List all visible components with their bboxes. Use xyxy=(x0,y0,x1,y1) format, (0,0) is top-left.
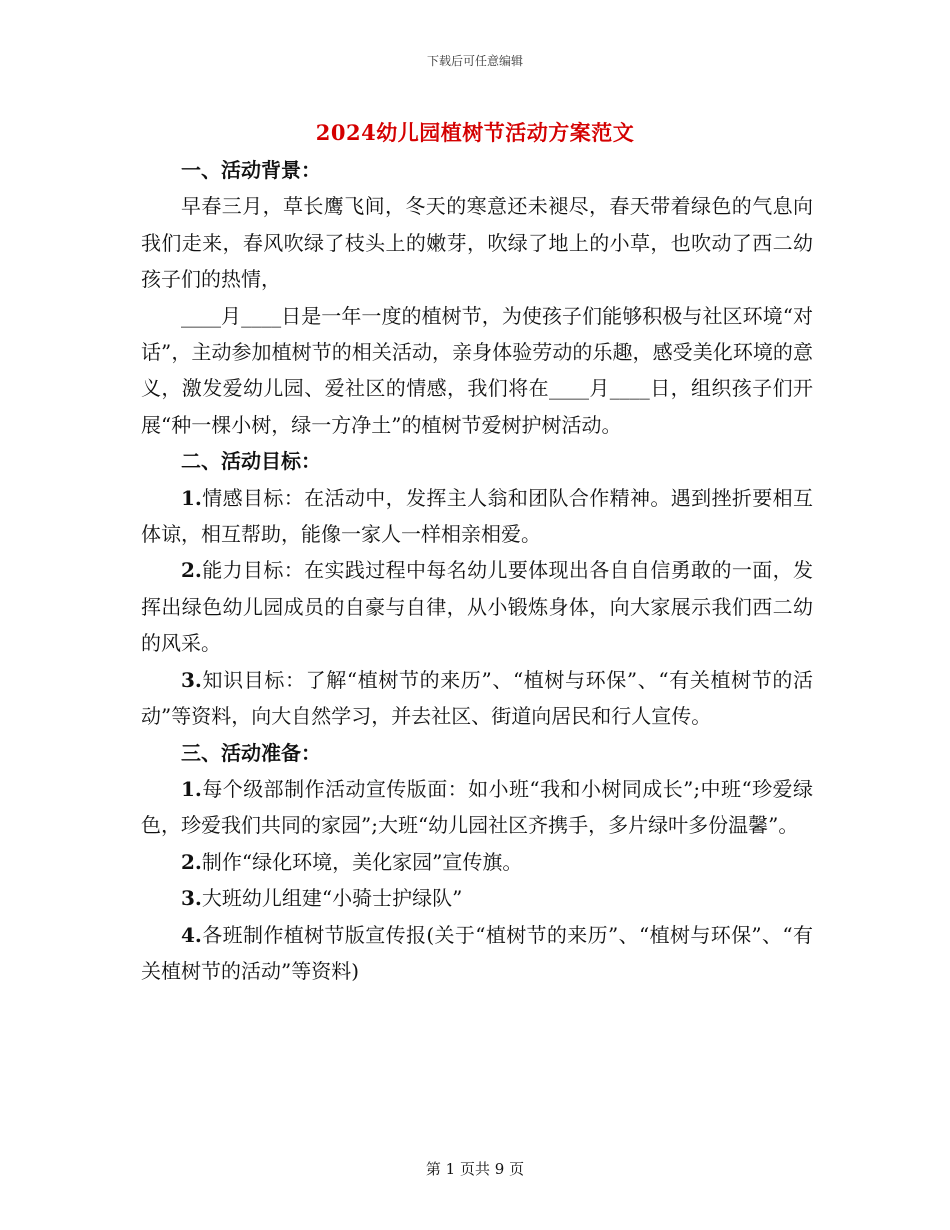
prep-item-text: 制作“绿化环境，美化家园”宣传旗。 xyxy=(201,849,523,874)
prep-item-number: 4. xyxy=(181,922,202,947)
prep-item xyxy=(141,771,813,844)
goal-item xyxy=(141,480,813,553)
goal-item-text: 知识目标：了解“植树节的来历”、“植树与环保”、“有关植树节的活动”等资料，向大自然学习，并去社区、街道向居民和行人宣传。 xyxy=(141,667,813,729)
goal-item-number: 2. xyxy=(181,558,202,583)
goal-item-text: 能力目标：在实践过程中每名幼儿要体现出各自自信勇敢的一面，发挥出绿色幼儿园成员的自豪与自律，从小锻炼身体，向大家展示我们西二幼的风采。 xyxy=(141,558,813,656)
goal-item-text: 情感目标：在活动中，发挥主人翁和团队合作精神。遇到挫折要相互体谅，相互帮助，能像一家人一样相亲相爱。 xyxy=(141,485,813,547)
prep-item-number: 2. xyxy=(181,849,202,874)
goal-item xyxy=(141,552,813,661)
goal-item-number: 3. xyxy=(181,667,202,692)
document-title: 2024幼儿园植树节活动方案范文 xyxy=(315,120,635,145)
document-body xyxy=(141,152,813,989)
prep-item xyxy=(141,880,813,916)
section-heading-goals: 二、活动目标： xyxy=(181,449,321,474)
background-paragraph-2: ____月____日是一年一度的植树节，为使孩子们能够积极与社区环境“对话”，主动参加植树节的相关活动，亲身体验劳动的乐趣，感受美化环境的意义，激发爱幼儿园、爱社区的情感，我们将在____月____日，组织孩子们开展“种一棵小树，绿一方净土”的植树节爱树护树活动。 xyxy=(141,303,813,437)
prep-item-number: 3. xyxy=(181,886,202,911)
background-paragraph-1: 早春三月，草长鹰飞间，冬天的寒意还未褪尽，春天带着绿色的气息向我们走来，春风吹绿了枝头上的嫩芽，吹绿了地上的小草，也吹动了西二幼孩子们的热情， xyxy=(141,194,813,292)
goal-item xyxy=(141,662,813,735)
prep-item-text: 各班制作植树节版宣传报(关于“植树节的来历”、“植树与环保”、“有关植树节的活动”等资料) xyxy=(141,922,813,983)
prep-item xyxy=(141,917,813,990)
page-number: 第 1 页共 9 页 xyxy=(425,1160,525,1178)
prep-item-number: 1. xyxy=(181,776,202,801)
header-note: 下载后可任意编辑 xyxy=(426,54,523,68)
section-heading-preparation: 三、活动准备： xyxy=(181,740,321,765)
section-heading-background: 一、活动背景： xyxy=(181,158,321,182)
prep-item-text: 每个级部制作活动宣传版面：如小班“我和小树同成长”;中班“珍爱绿色，珍爱我们共同的家园”;大班“幼儿园社区齐携手，多片绿叶多份温馨”。 xyxy=(141,776,813,838)
goal-item-number: 1. xyxy=(181,485,202,510)
prep-item xyxy=(141,844,813,880)
prep-item-text: 大班幼儿组建“小骑士护绿队” xyxy=(201,886,463,911)
